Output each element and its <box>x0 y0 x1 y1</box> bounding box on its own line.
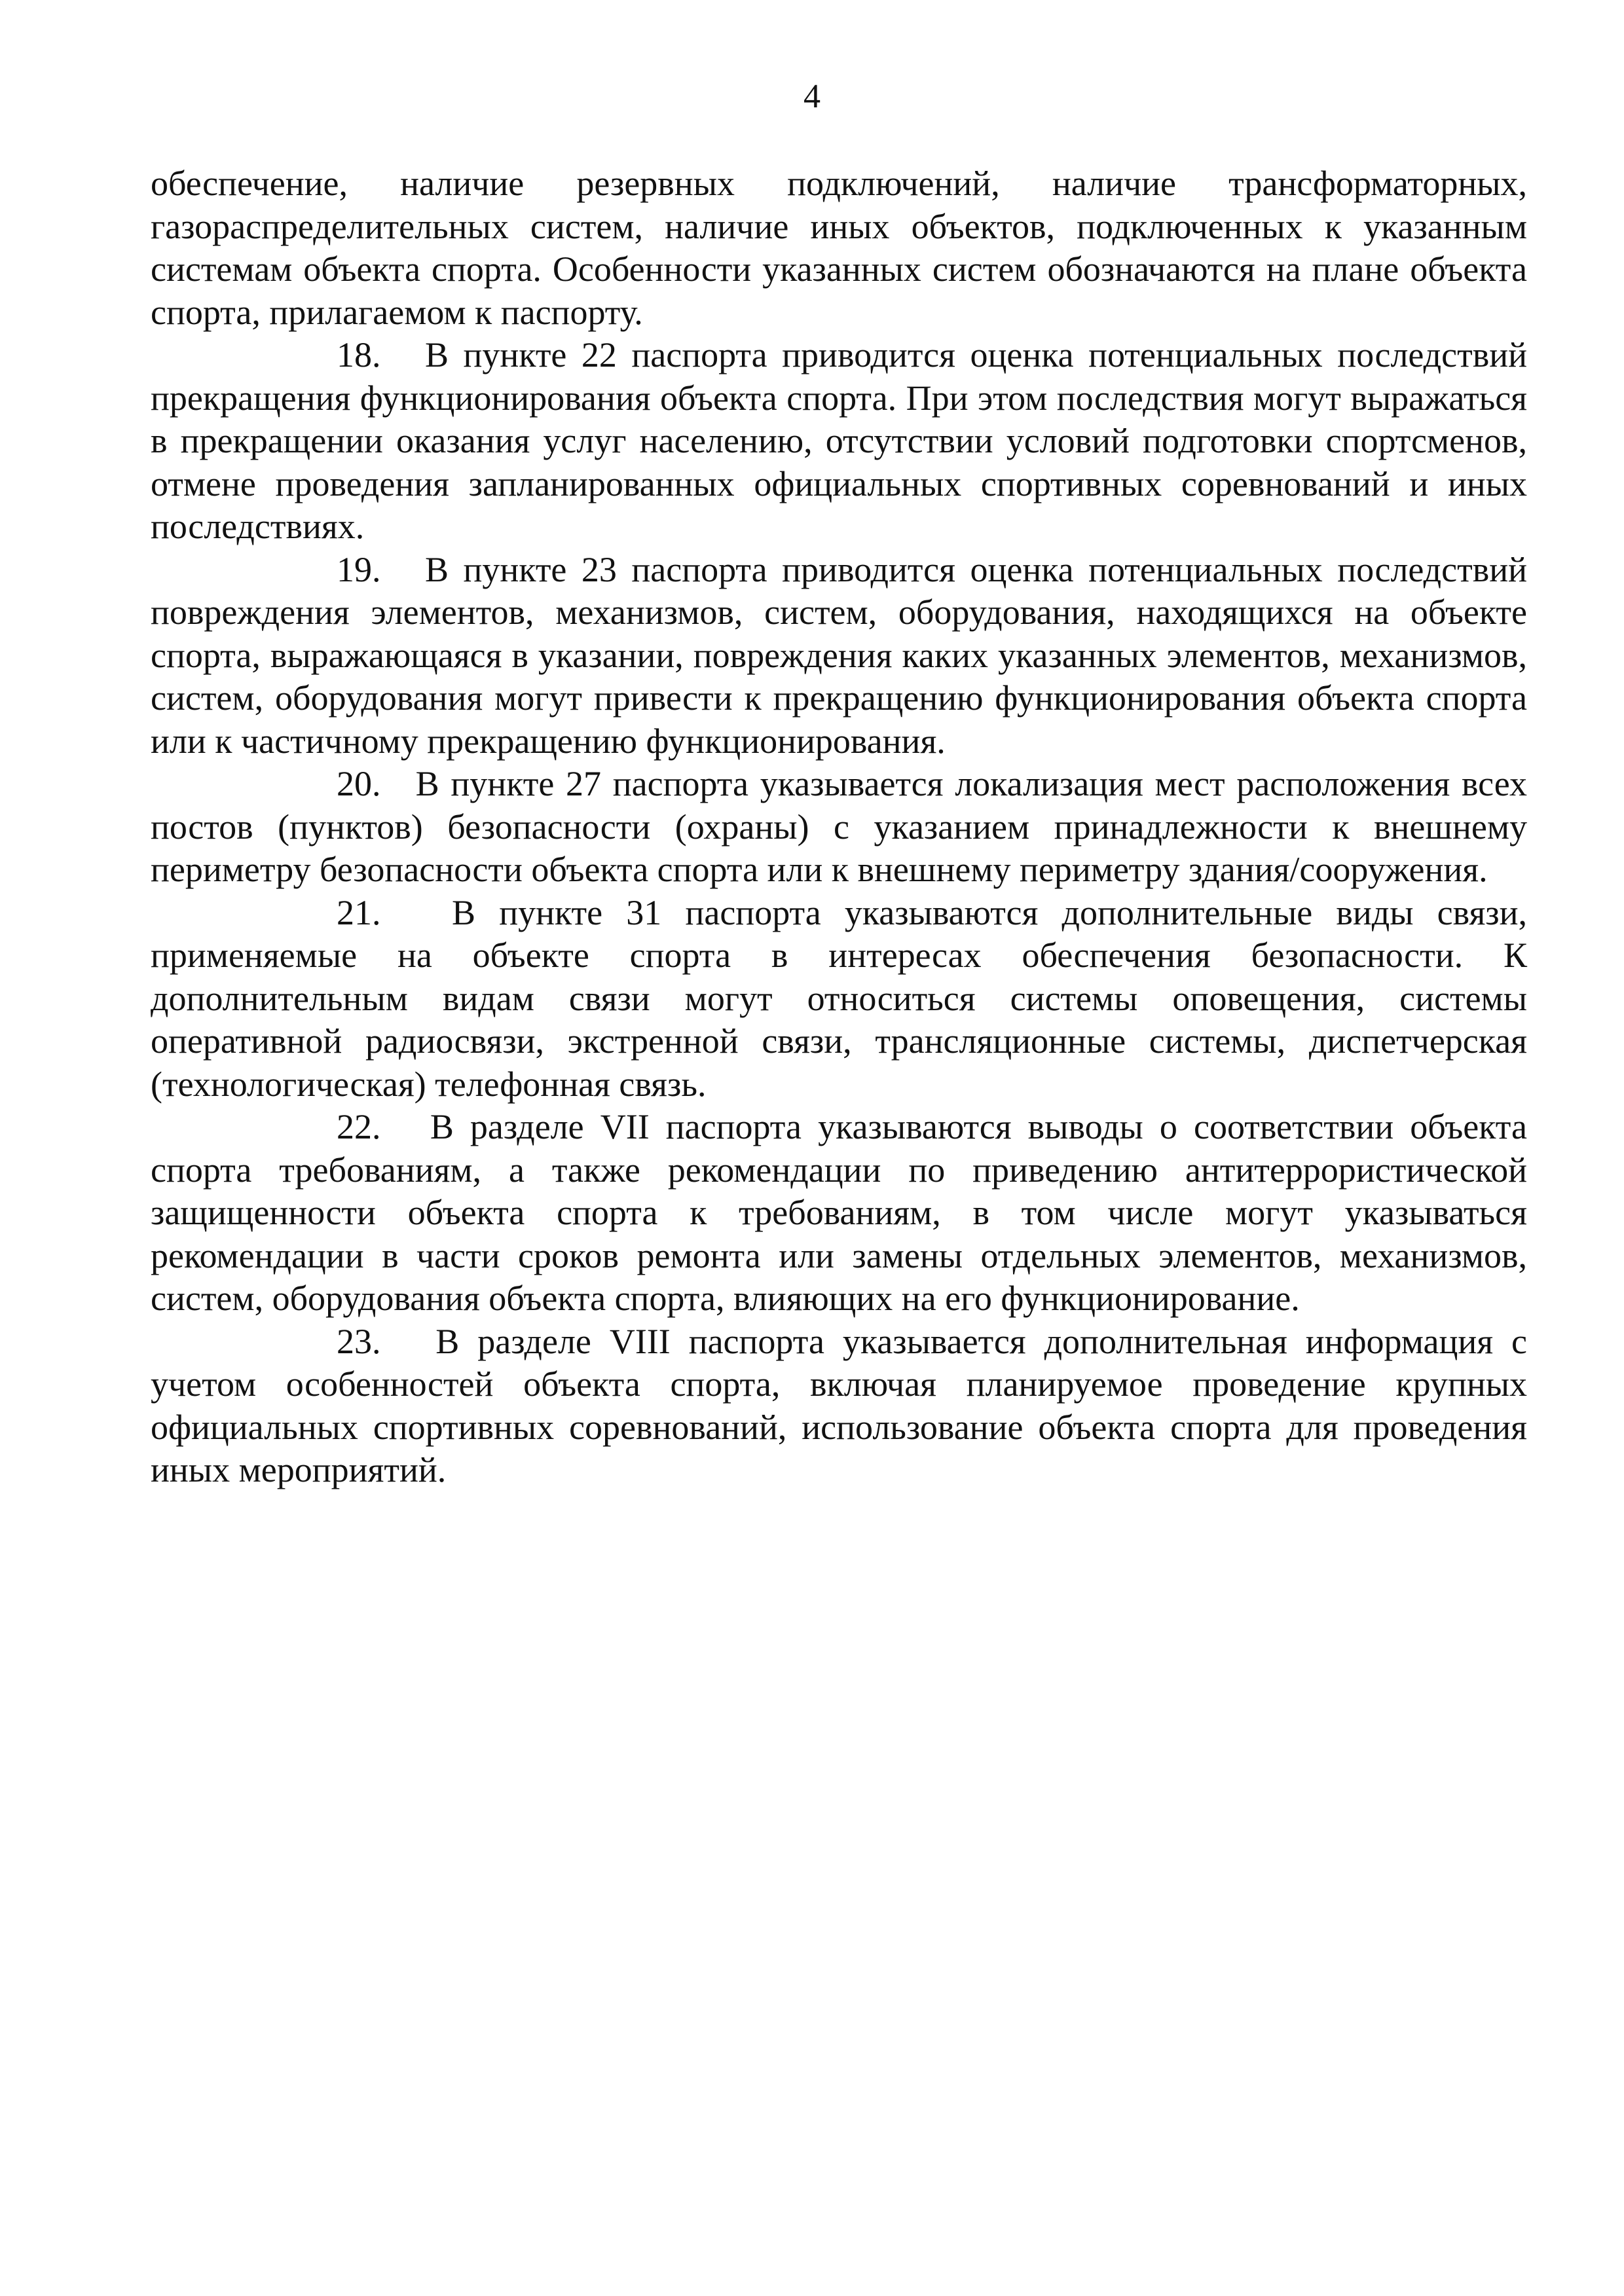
paragraph-20 <box>151 763 1527 892</box>
paragraph-23 <box>151 1321 1527 1492</box>
paragraph-number: 23. <box>337 1321 381 1361</box>
paragraph-number: 19. <box>337 549 381 589</box>
paragraph-text: В разделе VII паспорта указываются выводы о соответствии объекта спорта требованиям, а также рекомендации по приведению антитеррористической защищенности объекта спорта к требованиям, в том числе могут указываться рекомендации в части сроков ремонта или замены отдельных элементов, механизмов, систем, оборудования объекта спорта, влияющих на его функционирование. <box>151 1107 1527 1318</box>
paragraph-text: В пункте 31 паспорта указываются дополнительные виды связи, применяемые на объекте спорта в интересах обеспечения безопасности. К дополнительным видам связи могут относиться системы оповещения, системы оперативной радиосвязи, экстренной связи, трансляционные системы, диспетчерская (технологическая) телефонная связь. <box>151 892 1528 1104</box>
paragraph-19 <box>151 549 1527 763</box>
document-body <box>151 162 1527 1492</box>
page-number: 4 <box>803 78 821 115</box>
paragraph-text: В пункте 23 паспорта приводится оценка потенциальных последствий повреждения элементов, механизмов, систем, оборудования, находящихся на объекте спорта, выражающаяся в указании, повреждения каких указанных элементов, механизмов, систем, оборудования могут привести к прекращению функционирования объекта спорта или к частичному прекращению функционирования. <box>151 549 1527 761</box>
paragraph-continuation <box>151 162 1527 334</box>
paragraph-text: В пункте 27 паспорта указывается локализация мест расположения всех постов (пунктов) безопасности (охраны) с указанием принадлежности к внешнему периметру безопасности объекта спорта или к внешнему периметру здания/сооружения. <box>151 764 1528 889</box>
paragraph-text: В пункте 22 паспорта приводится оценка потенциальных последствий прекращения функционирования объекта спорта. При этом последствия могут выражаться в прекращении оказания услуг населению, отсутствии условий подготовки спортсменов, отмене проведения запланированных официальных спортивных соревнований и иных последствиях. <box>151 335 1527 546</box>
paragraph-text: В разделе VIII паспорта указывается дополнительная информация с учетом особенностей объекта спорта, включая планируемое проведение крупных официальных спортивных соревнований, использование объекта спорта для проведения иных мероприятий. <box>151 1321 1528 1489</box>
paragraph-22 <box>151 1106 1527 1321</box>
paragraph-number: 21. <box>337 892 381 932</box>
paragraph-text: обеспечение, наличие резервных подключений, наличие трансформаторных, газораспределительных систем, наличие иных объектов, подключенных к указанным системам объекта спорта. Особенности указанных систем обозначаются на плане объекта спорта, прилагаемом к паспорту. <box>151 164 1527 332</box>
paragraph-21 <box>151 892 1527 1106</box>
paragraph-18 <box>151 334 1527 549</box>
paragraph-number: 22. <box>337 1107 381 1146</box>
paragraph-number: 20. <box>337 764 381 803</box>
paragraph-number: 18. <box>337 335 381 374</box>
